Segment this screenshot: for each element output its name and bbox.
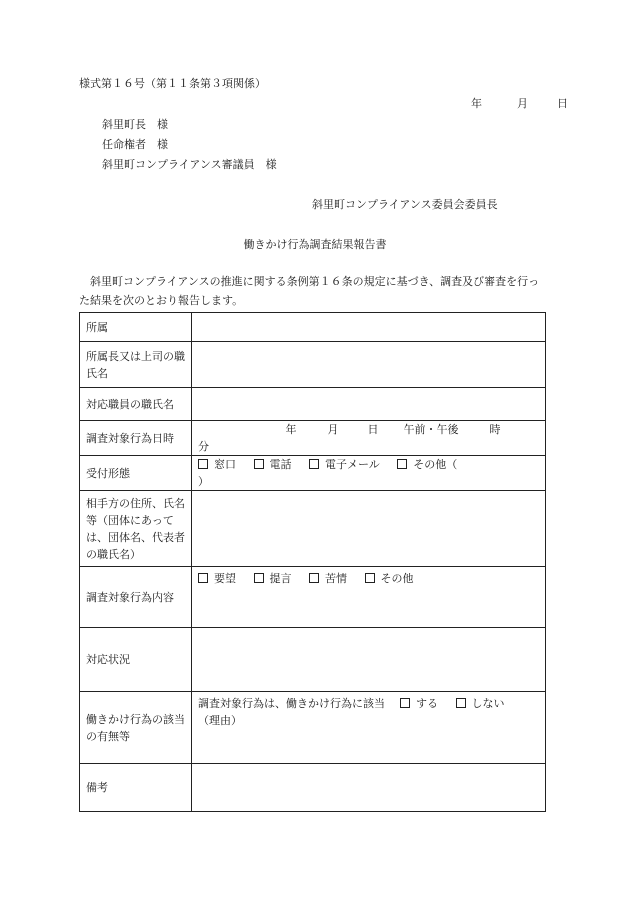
intro-text: 斜里町コンプライアンスの推進に関する条例第１６条の規定に基づき、調査及び審査を行った結果を次のとおり報告します。 — [79, 275, 540, 307]
option-no: しない — [471, 697, 505, 710]
addressee-councilor: 斜里町コンプライアンス審議員 様 — [102, 158, 277, 171]
applicability-statement: 調査対象行為は、働きかけ行為に該当 — [198, 697, 385, 710]
addressee-mayor: 斜里町長 様 — [102, 118, 168, 131]
table-row — [80, 388, 546, 421]
table-row — [80, 421, 546, 456]
table-row — [80, 764, 546, 812]
date-year: 年 — [471, 97, 482, 110]
field-datetime[interactable] — [192, 421, 546, 456]
datetime-year: 年 — [285, 423, 297, 436]
table-row — [80, 567, 546, 628]
date-month: 月 — [517, 97, 528, 110]
row-label-remarks: 備考 — [80, 764, 192, 812]
field-applicability — [192, 692, 546, 764]
field-remarks[interactable] — [192, 764, 546, 812]
date-day: 日 — [557, 97, 568, 110]
form-number: 様式第１６号（第１１条第３項関係） — [79, 77, 266, 90]
option-complaint: 苦情 — [325, 572, 347, 585]
row-label-affiliation: 所属 — [80, 313, 192, 342]
row-label-applicability: 働きかけ行為の該当の有無等 — [80, 692, 192, 764]
checkbox-phone[interactable] — [254, 459, 264, 469]
option-request: 要望 — [214, 572, 236, 585]
row-label-staff: 対応職員の職氏名 — [80, 388, 192, 421]
checkbox-email[interactable] — [309, 459, 319, 469]
row-label-datetime: 調査対象行為日時 — [80, 421, 192, 456]
option-window: 窓口 — [214, 458, 236, 471]
table-row — [80, 628, 546, 692]
checkbox-other[interactable] — [397, 459, 407, 469]
report-table — [79, 312, 546, 812]
addressee-appointer: 任命権者 様 — [102, 138, 168, 151]
field-status[interactable] — [192, 628, 546, 692]
field-supervisor[interactable] — [192, 342, 546, 388]
datetime-minute: 分 — [198, 440, 209, 453]
field-reception — [192, 456, 546, 491]
option-yes: する — [416, 697, 438, 710]
row-label-status: 対応状況 — [80, 628, 192, 692]
table-row — [80, 456, 546, 491]
option-other-close: ） — [198, 475, 209, 488]
table-row — [80, 491, 546, 567]
document-title: 働きかけ行為調査結果報告書 — [243, 238, 387, 251]
row-label-reception: 受付形態 — [80, 456, 192, 491]
field-counterparty[interactable] — [192, 491, 546, 567]
table-row — [80, 692, 546, 764]
checkbox-request[interactable] — [198, 573, 208, 583]
datetime-ampm: 午前・午後 — [403, 423, 459, 436]
checkbox-window[interactable] — [198, 459, 208, 469]
option-proposal: 提言 — [269, 572, 292, 585]
row-label-supervisor: 所属長又は上司の職氏名 — [80, 342, 192, 388]
row-label-content: 調査対象行為内容 — [80, 567, 192, 628]
option-email: 電子メール — [325, 458, 380, 471]
field-content — [192, 567, 546, 628]
date-line — [471, 95, 568, 111]
datetime-month: 月 — [327, 423, 339, 436]
checkbox-complaint[interactable] — [309, 573, 319, 583]
checkbox-proposal[interactable] — [254, 573, 264, 583]
option-other: その他（ — [413, 458, 458, 471]
table-row — [80, 313, 546, 342]
applicability-reason: （理由） — [198, 714, 242, 727]
checkbox-content-other[interactable] — [365, 573, 375, 583]
datetime-day: 日 — [367, 423, 379, 436]
sender: 斜里町コンプライアンス委員会委員長 — [312, 198, 498, 211]
field-staff[interactable] — [192, 388, 546, 421]
field-affiliation[interactable] — [192, 313, 546, 342]
option-content-other: その他 — [380, 572, 414, 585]
checkbox-no[interactable] — [456, 698, 466, 708]
table-row — [80, 342, 546, 388]
option-phone: 電話 — [269, 458, 292, 471]
datetime-hour: 時 — [489, 423, 501, 436]
checkbox-yes[interactable] — [400, 698, 410, 708]
row-label-counterparty: 相手方の住所、氏名等（団体にあっては、団体名、代表者の職氏名） — [80, 491, 192, 567]
